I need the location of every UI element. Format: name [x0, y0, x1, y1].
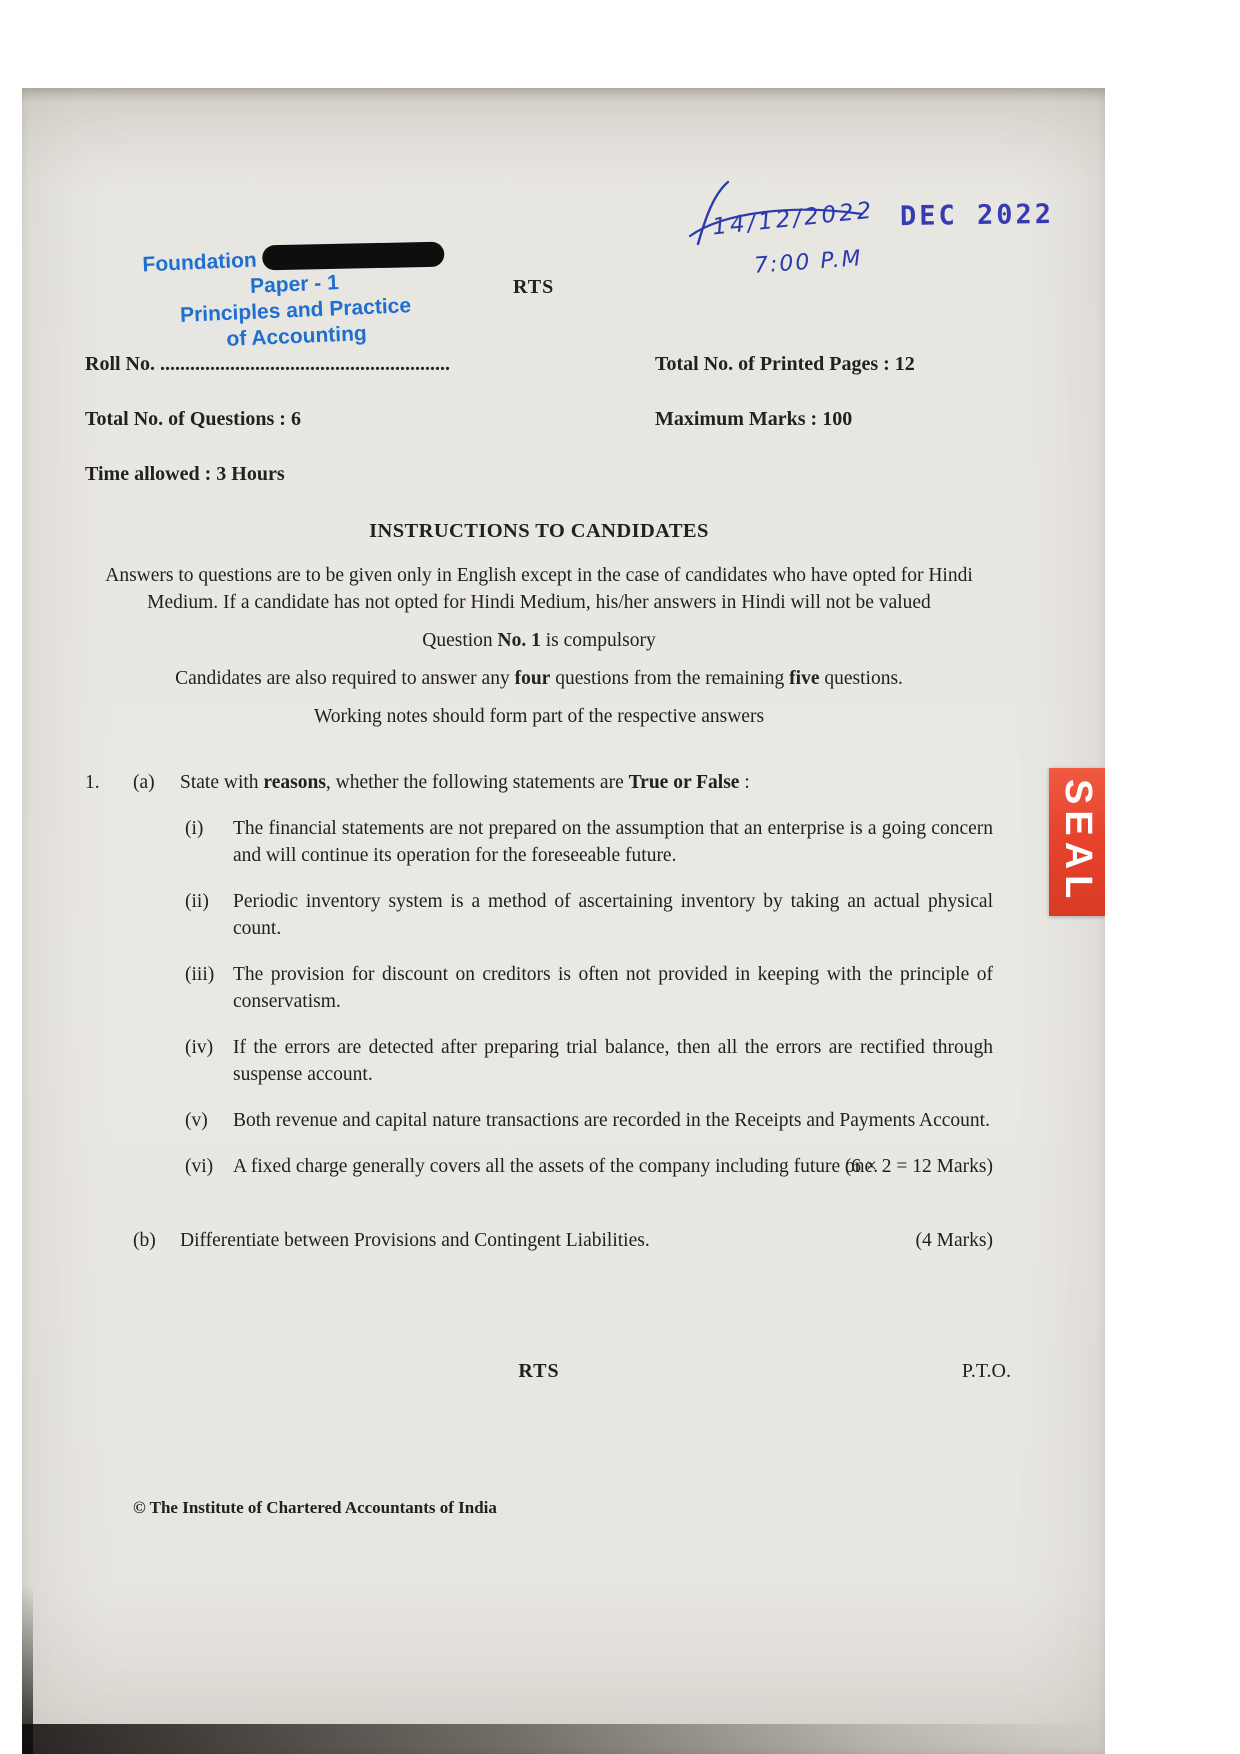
q1a-s2: , whether the following statements are [325, 772, 629, 793]
candidates-s2: questions from the remaining [550, 668, 790, 689]
redaction-mark [262, 242, 444, 271]
item-label: (vi) [185, 1156, 214, 1177]
instructions-title: INSTRUCTIONS TO CANDIDATES [369, 520, 709, 542]
meta-row-3 [85, 460, 993, 488]
item-text: Periodic inventory system is a method of ascertaining inventory by taking an actual physical count. [233, 891, 993, 939]
pto-label: P.T.O. [961, 1360, 1011, 1382]
foundation-stamp [138, 240, 452, 357]
footer-rts-code: RTS [518, 1360, 560, 1382]
compulsory-pre: Question [422, 630, 498, 651]
scan-top-shadow [22, 88, 1105, 102]
question-1b-text: Differentiate between Provisions and Contingent Liabilities. [180, 1230, 650, 1251]
stamp-foundation-label: Foundation [141, 248, 258, 277]
exam-paper-scan [22, 88, 1105, 1754]
handwritten-time: 7:00 P.M [753, 246, 864, 279]
candidates-b2: five [789, 668, 820, 689]
working-notes-note: Working notes should form part of the respective answers [313, 706, 765, 727]
candidates-b1: four [514, 668, 551, 689]
compulsory-bold: No. 1 [497, 630, 541, 651]
candidates-s3: questions. [819, 668, 903, 689]
meta-row-2 [85, 405, 993, 433]
statement-item-iv [185, 1034, 993, 1088]
question-1a-text [180, 769, 993, 796]
page-footer [85, 1360, 1011, 1383]
item-text: Both revenue and capital nature transactions are recorded in the Receipts and Payments Account. [233, 1110, 990, 1131]
q1b-number-spacer [85, 1227, 133, 1254]
printed-pages-label: Total No. of Printed Pages : 12 [655, 353, 915, 375]
item-label: (ii) [185, 891, 209, 912]
question-1b-label: (b) [133, 1230, 156, 1251]
rts-code-top: RTS [513, 276, 555, 298]
compulsory-note [85, 627, 993, 654]
question-1-number: 1. [85, 772, 100, 793]
scan-left-shadow [22, 1584, 33, 1754]
compulsory-post: is compulsory [540, 630, 656, 651]
answer-requirement-note [85, 665, 993, 692]
item-text: If the errors are detected after preparing trial balance, then all the errors are rectified through suspense account. [233, 1037, 993, 1085]
meta-row-1 [85, 350, 993, 378]
scan-bottom-shadow [22, 1724, 1097, 1754]
instructions-paragraph: Answers to questions are to be given only in English except in the case of candidates who have opted for Hindi Medium. If a candidate has not opted for Hindi Medium, his/her answers in Hindi will not be valued [105, 565, 973, 613]
q1a-s1: State with [180, 772, 264, 793]
stamp-paper-label: Paper - 1 [249, 271, 340, 298]
question-1a-intro [85, 769, 993, 796]
total-questions-label: Total No. of Questions : 6 [85, 408, 301, 430]
main-content [85, 350, 993, 1254]
meta-row-3-spacer [655, 460, 993, 488]
item-text: A fixed charge generally covers all the assets of the company including future one. [233, 1156, 879, 1177]
stamp-accounting-label: of Accounting [226, 322, 368, 351]
roll-no-line: Roll No. .......................................................... [85, 353, 450, 375]
candidates-s1: Candidates are also required to answer any [175, 668, 515, 689]
statement-item-i [185, 815, 993, 869]
item-label: (iii) [185, 964, 215, 985]
item-label: (i) [185, 818, 204, 839]
max-marks-label: Maximum Marks : 100 [655, 408, 853, 430]
q1a-b1: reasons [263, 772, 326, 793]
received-date-stamp: DEC 2022 [899, 198, 1055, 233]
statement-item-vi [185, 1153, 993, 1180]
item-marks: (6 × 2 = 12 Marks) [844, 1156, 993, 1177]
item-label: (iv) [185, 1037, 214, 1058]
item-text: The provision for discount on creditors is often not provided in keeping with the principle of conservatism. [233, 964, 993, 1012]
question-1b [85, 1227, 993, 1254]
item-text: The financial statements are not prepared on the assumption that an enterprise is a going concern and will continue its operation for the foreseeable future. [233, 818, 993, 866]
seal-sticker [1049, 768, 1105, 916]
statement-item-v [185, 1107, 993, 1134]
statement-item-ii [185, 888, 993, 942]
time-allowed-label: Time allowed : 3 Hours [85, 463, 285, 485]
q1a-b2: True or False [628, 772, 740, 793]
question-1b-marks: (4 Marks) [915, 1230, 993, 1251]
q1a-s3: : [739, 772, 750, 793]
stamp-principles-label: Principles and Practice [179, 294, 412, 327]
handwritten-date: 14/12/2022 [711, 197, 876, 241]
seal-text: SEAL [1057, 779, 1099, 905]
question-1a-label: (a) [133, 772, 155, 793]
copyright-notice: © The Institute of Chartered Accountants of India [133, 1498, 497, 1517]
statement-item-iii [185, 961, 993, 1015]
item-label: (v) [185, 1110, 208, 1131]
